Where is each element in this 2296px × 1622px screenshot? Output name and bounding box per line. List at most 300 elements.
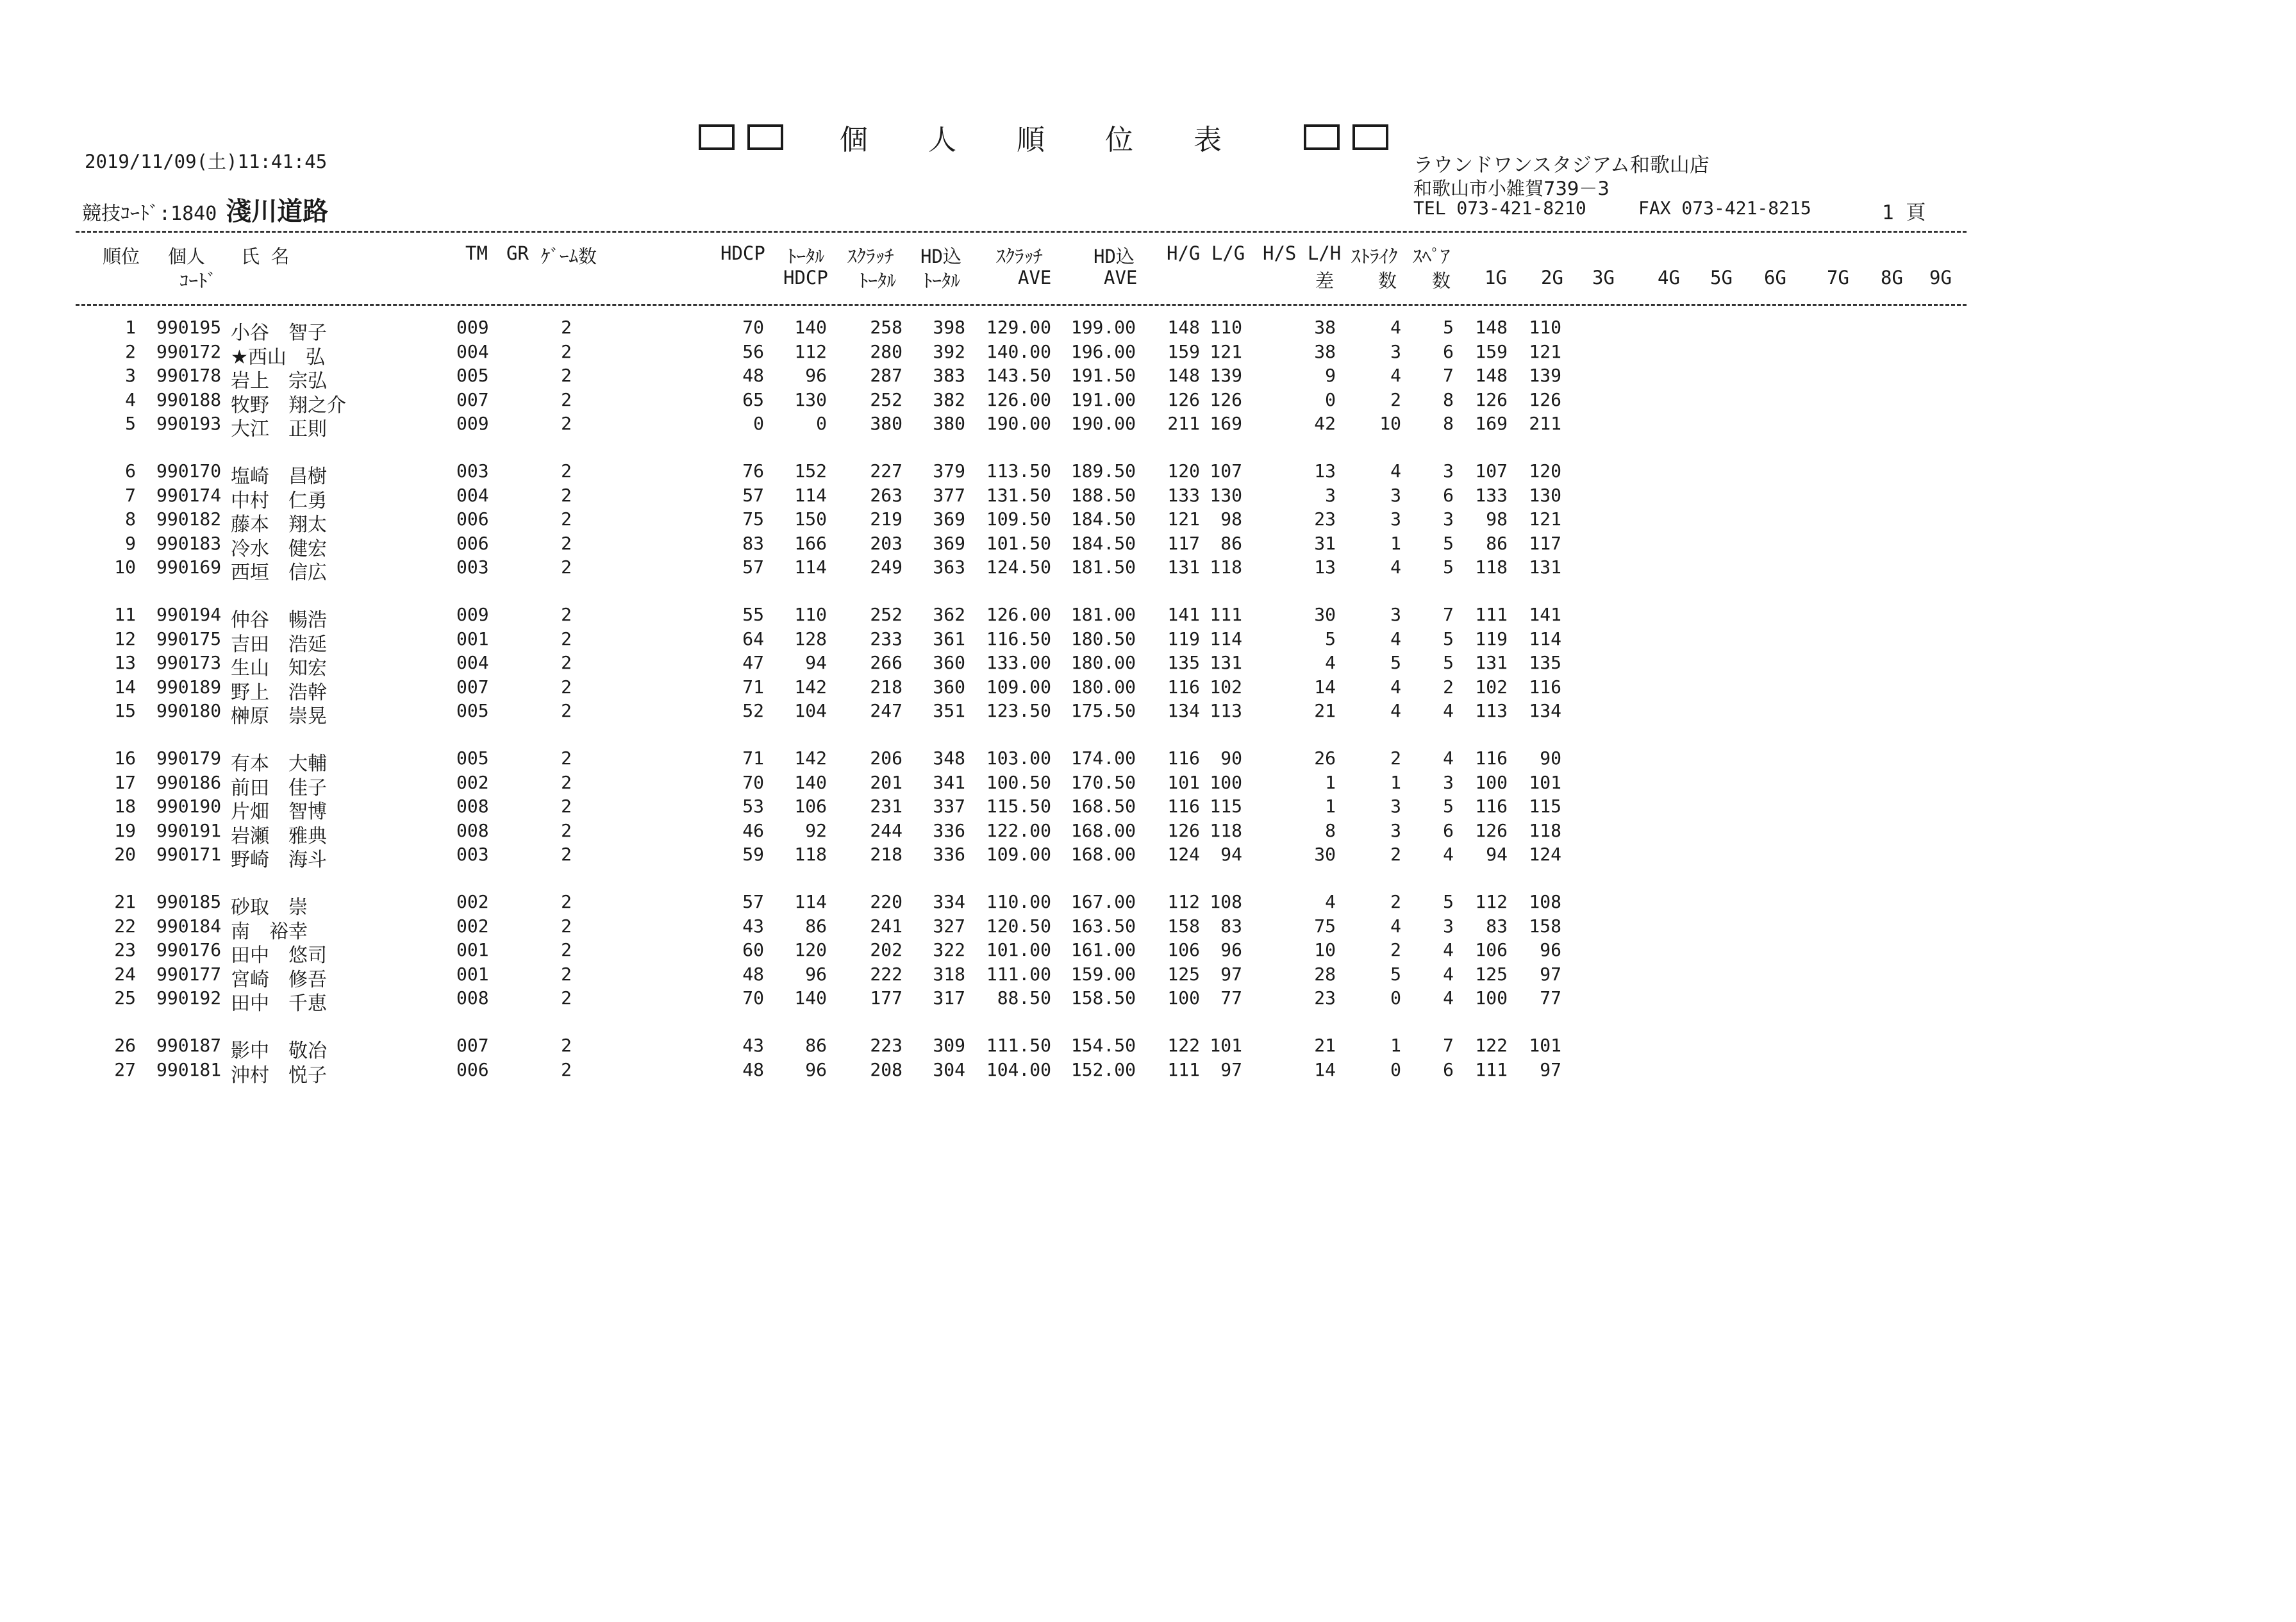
cell-games: 2 — [561, 484, 572, 506]
cell-hdave: 184.50 — [1070, 508, 1136, 530]
cell-tm: 005 — [456, 365, 489, 387]
cell-rank: 19 — [114, 819, 136, 841]
cell-hg: 101 — [1167, 771, 1200, 793]
cell-name: 西垣 信広 — [231, 562, 327, 585]
cell-hdtotal: 309 — [933, 1035, 965, 1056]
cell-g1: 125 — [1475, 963, 1508, 985]
cell-name: 生山 知宏 — [231, 657, 327, 680]
cell-name: 吉田 浩延 — [231, 633, 327, 656]
cell-lg: 77 — [1220, 987, 1242, 1009]
cell-hdtotal: 382 — [933, 389, 965, 410]
cell-hdave: 189.50 — [1070, 460, 1136, 481]
col-spare: ｽﾍﾟｱ — [1413, 246, 1451, 267]
cell-stotal: 223 — [870, 1035, 903, 1056]
cell-g2: 131 — [1529, 556, 1561, 578]
col-scratch-total: ｽｸﾗｯﾁ — [847, 246, 894, 267]
col-games: ｹﾞｰﾑ数 — [541, 246, 597, 267]
cell-spare: 5 — [1443, 532, 1454, 554]
cell-hdave: 188.50 — [1070, 484, 1136, 506]
col-total-hdcp: ﾄｰﾀﾙ — [787, 246, 825, 267]
cell-spare: 3 — [1443, 771, 1454, 793]
cell-hdcp: 70 — [742, 987, 764, 1009]
col-hd-ave-sub: AVE — [1104, 267, 1138, 288]
cell-save: 131.50 — [986, 484, 1051, 506]
col-g4: 4G — [1658, 267, 1680, 288]
cell-stotal: 244 — [870, 819, 903, 841]
cell-save: 124.50 — [986, 556, 1051, 578]
venue-fax: FAX 073-421-8215 — [1638, 197, 1811, 219]
box-decoration — [699, 124, 735, 150]
cell-g1: 118 — [1475, 556, 1508, 578]
cell-spare: 6 — [1443, 340, 1454, 362]
cell-spare: 6 — [1443, 484, 1454, 506]
cell-diff: 1 — [1325, 771, 1336, 793]
cell-hdave: 199.00 — [1070, 317, 1136, 338]
cell-thdcp: 114 — [794, 484, 827, 506]
cell-g1: 131 — [1475, 652, 1508, 674]
cell-lg: 97 — [1220, 1058, 1242, 1080]
cell-stotal: 258 — [870, 317, 903, 338]
cell-games: 2 — [561, 1058, 572, 1080]
competition-name: 淺川道路 — [226, 196, 329, 226]
cell-spare: 4 — [1443, 987, 1454, 1009]
cell-spare: 3 — [1443, 915, 1454, 937]
col-g6: 6G — [1764, 267, 1786, 288]
cell-diff: 8 — [1325, 819, 1336, 841]
cell-games: 2 — [561, 844, 572, 865]
cell-code: 990187 — [156, 1035, 222, 1056]
cell-hdave: 154.50 — [1070, 1035, 1136, 1056]
cell-lg: 107 — [1210, 460, 1242, 481]
cell-rank: 1 — [125, 317, 136, 338]
cell-stotal: 247 — [870, 700, 903, 722]
cell-diff: 4 — [1325, 652, 1336, 674]
col-rank: 順位 — [103, 246, 140, 267]
cell-rank: 18 — [114, 796, 136, 817]
cell-strike: 3 — [1390, 604, 1401, 625]
cell-diff: 75 — [1314, 915, 1336, 937]
cell-strike: 4 — [1390, 915, 1401, 937]
cell-g2: 116 — [1529, 676, 1561, 698]
cell-rank: 21 — [114, 891, 136, 912]
cell-hdtotal: 377 — [933, 484, 965, 506]
cell-hdtotal: 341 — [933, 771, 965, 793]
cell-hg: 121 — [1167, 508, 1200, 530]
cell-stotal: 177 — [870, 987, 903, 1009]
cell-code: 990186 — [156, 771, 222, 793]
cell-hdtotal: 327 — [933, 915, 965, 937]
cell-hg: 119 — [1167, 628, 1200, 649]
cell-name: 田中 悠司 — [231, 944, 327, 967]
cell-stotal: 252 — [870, 389, 903, 410]
cell-hdtotal: 392 — [933, 340, 965, 362]
cell-stotal: 252 — [870, 604, 903, 625]
cell-hg: 117 — [1167, 532, 1200, 554]
cell-name: 中村 仁勇 — [231, 489, 327, 512]
cell-lg: 114 — [1210, 628, 1242, 649]
cell-tm: 008 — [456, 987, 489, 1009]
cell-rank: 6 — [125, 460, 136, 481]
cell-save: 122.00 — [986, 819, 1051, 841]
cell-thdcp: 96 — [805, 963, 827, 985]
cell-strike: 0 — [1390, 1058, 1401, 1080]
col-hs-lh-sub: 差 — [1315, 270, 1335, 292]
cell-code: 990185 — [156, 891, 222, 912]
cell-g2: 108 — [1529, 891, 1561, 912]
cell-tm: 004 — [456, 340, 489, 362]
page-title — [692, 117, 1395, 158]
cell-strike: 4 — [1390, 628, 1401, 649]
cell-g1: 148 — [1475, 365, 1508, 387]
cell-hdave: 161.00 — [1070, 939, 1136, 961]
cell-tm: 005 — [456, 700, 489, 722]
cell-g2: 96 — [1540, 939, 1561, 961]
cell-code: 990174 — [156, 484, 222, 506]
cell-save: 143.50 — [986, 365, 1051, 387]
cell-rank: 23 — [114, 939, 136, 961]
cell-code: 990181 — [156, 1058, 222, 1080]
cell-thdcp: 150 — [794, 508, 827, 530]
cell-code: 990175 — [156, 628, 222, 649]
cell-code: 990178 — [156, 365, 222, 387]
cell-lg: 110 — [1210, 317, 1242, 338]
cell-name: 冷水 健宏 — [231, 537, 327, 560]
cell-hdcp: 48 — [742, 963, 764, 985]
cell-save: 101.00 — [986, 939, 1051, 961]
cell-games: 2 — [561, 987, 572, 1009]
cell-save: 190.00 — [986, 413, 1051, 435]
cell-diff: 0 — [1325, 389, 1336, 410]
cell-thdcp: 94 — [805, 652, 827, 674]
cell-spare: 5 — [1443, 628, 1454, 649]
cell-name: 野上 浩幹 — [231, 681, 327, 704]
cell-name: 宮崎 修吾 — [231, 968, 327, 991]
cell-hdtotal: 348 — [933, 748, 965, 769]
cell-rank: 5 — [125, 413, 136, 435]
cell-g2: 135 — [1529, 652, 1561, 674]
cell-lg: 90 — [1220, 748, 1242, 769]
cell-hg: 211 — [1167, 413, 1200, 435]
cell-code: 990192 — [156, 987, 222, 1009]
cell-hdave: 196.00 — [1070, 340, 1136, 362]
cell-code: 990188 — [156, 389, 222, 410]
cell-strike: 10 — [1379, 413, 1401, 435]
cell-hg: 134 — [1167, 700, 1200, 722]
cell-rank: 8 — [125, 508, 136, 530]
cell-save: 109.00 — [986, 676, 1051, 698]
cell-hdcp: 71 — [742, 676, 764, 698]
cell-save: 140.00 — [986, 340, 1051, 362]
cell-save: 110.00 — [986, 891, 1051, 912]
cell-lg: 115 — [1210, 796, 1242, 817]
venue-name: ラウンドワンスタジアム和歌山店 — [1413, 154, 1710, 177]
cell-hdcp: 53 — [742, 796, 764, 817]
cell-tm: 002 — [456, 891, 489, 912]
cell-games: 2 — [561, 340, 572, 362]
cell-hdcp: 48 — [742, 365, 764, 387]
cell-save: 126.00 — [986, 389, 1051, 410]
cell-lg: 86 — [1220, 532, 1242, 554]
cell-stotal: 231 — [870, 796, 903, 817]
col-g3: 3G — [1592, 267, 1615, 288]
cell-hg: 112 — [1167, 891, 1200, 912]
cell-hg: 126 — [1167, 389, 1200, 410]
cell-thdcp: 92 — [805, 819, 827, 841]
cell-hdave: 175.50 — [1070, 700, 1136, 722]
cell-strike: 4 — [1390, 700, 1401, 722]
cell-strike: 4 — [1390, 556, 1401, 578]
cell-stotal: 227 — [870, 460, 903, 481]
cell-games: 2 — [561, 676, 572, 698]
col-hs-lh: H/S L/H — [1263, 242, 1342, 264]
cell-thdcp: 106 — [794, 796, 827, 817]
cell-code: 990183 — [156, 532, 222, 554]
cell-hdcp: 55 — [742, 604, 764, 625]
cell-thdcp: 118 — [794, 844, 827, 865]
cell-hdtotal: 334 — [933, 891, 965, 912]
cell-hdtotal: 336 — [933, 819, 965, 841]
cell-g2: 97 — [1540, 963, 1561, 985]
cell-name: 南 裕幸 — [231, 920, 308, 943]
cell-save: 104.00 — [986, 1058, 1051, 1080]
cell-hdcp: 70 — [742, 771, 764, 793]
cell-hdcp: 64 — [742, 628, 764, 649]
cell-hdave: 181.00 — [1070, 604, 1136, 625]
cell-hdave: 184.50 — [1070, 532, 1136, 554]
cell-tm: 003 — [456, 460, 489, 481]
cell-save: 123.50 — [986, 700, 1051, 722]
cell-name: 岩上 宗弘 — [231, 370, 327, 393]
cell-rank: 10 — [114, 556, 136, 578]
cell-stotal: 218 — [870, 844, 903, 865]
cell-diff: 21 — [1314, 1035, 1336, 1056]
cell-hg: 124 — [1167, 844, 1200, 865]
cell-hdave: 159.00 — [1070, 963, 1136, 985]
cell-hdtotal: 369 — [933, 508, 965, 530]
cell-rank: 14 — [114, 676, 136, 698]
cell-hdtotal: 369 — [933, 532, 965, 554]
cell-name: 砂取 崇 — [231, 896, 308, 919]
cell-spare: 5 — [1443, 556, 1454, 578]
cell-hdcp: 65 — [742, 389, 764, 410]
col-spare-sub: 数 — [1432, 270, 1451, 292]
cell-hdcp: 46 — [742, 819, 764, 841]
cell-lg: 94 — [1220, 844, 1242, 865]
cell-hdave: 180.00 — [1070, 676, 1136, 698]
cell-save: 100.50 — [986, 771, 1051, 793]
cell-hdtotal: 317 — [933, 987, 965, 1009]
cell-tm: 002 — [456, 771, 489, 793]
cell-hdtotal: 304 — [933, 1058, 965, 1080]
cell-g2: 117 — [1529, 532, 1561, 554]
cell-hdave: 168.00 — [1070, 819, 1136, 841]
cell-spare: 6 — [1443, 819, 1454, 841]
cell-rank: 4 — [125, 389, 136, 410]
cell-stotal: 218 — [870, 676, 903, 698]
cell-strike: 4 — [1390, 365, 1401, 387]
cell-thdcp: 114 — [794, 891, 827, 912]
cell-lg: 100 — [1210, 771, 1242, 793]
cell-spare: 4 — [1443, 939, 1454, 961]
cell-lg: 121 — [1210, 340, 1242, 362]
cell-spare: 7 — [1443, 604, 1454, 625]
cell-stotal: 220 — [870, 891, 903, 912]
cell-tm: 006 — [456, 532, 489, 554]
cell-tm: 003 — [456, 844, 489, 865]
cell-code: 990191 — [156, 819, 222, 841]
cell-g1: 112 — [1475, 891, 1508, 912]
cell-hdtotal: 398 — [933, 317, 965, 338]
cell-thdcp: 128 — [794, 628, 827, 649]
cell-g1: 113 — [1475, 700, 1508, 722]
col-g8: 8G — [1881, 267, 1903, 288]
cell-name: 有本 大輔 — [231, 753, 327, 775]
cell-rank: 15 — [114, 700, 136, 722]
cell-hg: 106 — [1167, 939, 1200, 961]
cell-lg: 96 — [1220, 939, 1242, 961]
cell-diff: 28 — [1314, 963, 1336, 985]
cell-stotal: 287 — [870, 365, 903, 387]
cell-g2: 126 — [1529, 389, 1561, 410]
col-g9: 9G — [1929, 267, 1952, 288]
cell-thdcp: 114 — [794, 556, 827, 578]
cell-hdtotal: 363 — [933, 556, 965, 578]
cell-hg: 135 — [1167, 652, 1200, 674]
cell-thdcp: 140 — [794, 987, 827, 1009]
cell-thdcp: 0 — [816, 413, 827, 435]
cell-hdave: 170.50 — [1070, 771, 1136, 793]
cell-hdtotal: 379 — [933, 460, 965, 481]
cell-strike: 2 — [1390, 389, 1401, 410]
cell-thdcp: 140 — [794, 771, 827, 793]
cell-save: 133.00 — [986, 652, 1051, 674]
cell-games: 2 — [561, 460, 572, 481]
cell-tm: 003 — [456, 556, 489, 578]
col-strike: ｽﾄﾗｲｸ — [1351, 246, 1398, 267]
box-decoration — [1304, 124, 1340, 150]
cell-strike: 3 — [1390, 340, 1401, 362]
cell-g1: 102 — [1475, 676, 1508, 698]
cell-thdcp: 86 — [805, 1035, 827, 1056]
cell-save: 120.50 — [986, 915, 1051, 937]
cell-lg: 113 — [1210, 700, 1242, 722]
cell-save: 126.00 — [986, 604, 1051, 625]
col-code: 個人 — [168, 246, 206, 267]
cell-g2: 110 — [1529, 317, 1561, 338]
cell-code: 990173 — [156, 652, 222, 674]
cell-g2: 101 — [1529, 1035, 1561, 1056]
cell-code: 990184 — [156, 915, 222, 937]
cell-strike: 5 — [1390, 963, 1401, 985]
cell-rank: 7 — [125, 484, 136, 506]
cell-tm: 001 — [456, 628, 489, 649]
cell-g2: 120 — [1529, 460, 1561, 481]
cell-rank: 25 — [114, 987, 136, 1009]
col-tm: TM — [465, 242, 488, 264]
cell-code: 990169 — [156, 556, 222, 578]
divider — [76, 231, 1967, 233]
cell-tm: 002 — [456, 915, 489, 937]
cell-rank: 13 — [114, 652, 136, 674]
cell-rank: 20 — [114, 844, 136, 865]
cell-diff: 31 — [1314, 532, 1336, 554]
col-strike-sub: 数 — [1378, 270, 1397, 292]
cell-spare: 4 — [1443, 700, 1454, 722]
cell-hdcp: 59 — [742, 844, 764, 865]
cell-stotal: 219 — [870, 508, 903, 530]
cell-stotal: 263 — [870, 484, 903, 506]
cell-code: 990182 — [156, 508, 222, 530]
cell-diff: 13 — [1314, 556, 1336, 578]
competition-code: 競技ｺｰﾄﾞ:1840 — [82, 203, 217, 225]
cell-diff: 26 — [1314, 748, 1336, 769]
cell-save: 113.50 — [986, 460, 1051, 481]
print-datetime: 2019/11/09(土)11:41:45 — [85, 151, 328, 172]
cell-g2: 114 — [1529, 628, 1561, 649]
col-g7: 7G — [1827, 267, 1849, 288]
cell-spare: 5 — [1443, 317, 1454, 338]
col-gr: GR — [506, 242, 529, 264]
cell-strike: 1 — [1390, 1035, 1401, 1056]
col-code-sub: ｺｰﾄﾞ — [179, 270, 217, 292]
cell-rank: 11 — [114, 604, 136, 625]
cell-rank: 16 — [114, 748, 136, 769]
cell-g2: 77 — [1540, 987, 1561, 1009]
venue-tel: TEL 073-421-8210 — [1413, 197, 1586, 219]
cell-games: 2 — [561, 508, 572, 530]
cell-hg: 148 — [1167, 317, 1200, 338]
cell-tm: 008 — [456, 819, 489, 841]
cell-name: 藤本 翔太 — [231, 514, 327, 537]
cell-spare: 4 — [1443, 748, 1454, 769]
cell-g1: 83 — [1486, 915, 1508, 937]
cell-g1: 122 — [1475, 1035, 1508, 1056]
cell-thdcp: 140 — [794, 317, 827, 338]
cell-g2: 130 — [1529, 484, 1561, 506]
cell-save: 129.00 — [986, 317, 1051, 338]
cell-thdcp: 166 — [794, 532, 827, 554]
cell-name: 田中 千恵 — [231, 992, 327, 1016]
cell-games: 2 — [561, 317, 572, 338]
col-hdcp: HDCP — [720, 242, 765, 264]
cell-hdcp: 76 — [742, 460, 764, 481]
cell-g1: 111 — [1475, 1058, 1508, 1080]
cell-hdave: 167.00 — [1070, 891, 1136, 912]
cell-code: 990176 — [156, 939, 222, 961]
cell-hg: 159 — [1167, 340, 1200, 362]
cell-diff: 30 — [1314, 604, 1336, 625]
cell-rank: 2 — [125, 340, 136, 362]
cell-hdtotal: 322 — [933, 939, 965, 961]
cell-tm: 001 — [456, 963, 489, 985]
cell-name: ★西山 弘 — [231, 346, 325, 369]
cell-g2: 124 — [1529, 844, 1561, 865]
cell-hdtotal: 337 — [933, 796, 965, 817]
cell-hdave: 180.50 — [1070, 628, 1136, 649]
cell-tm: 006 — [456, 1058, 489, 1080]
cell-g2: 141 — [1529, 604, 1561, 625]
cell-games: 2 — [561, 939, 572, 961]
col-name: 氏 名 — [241, 246, 290, 267]
cell-games: 2 — [561, 891, 572, 912]
cell-thdcp: 120 — [794, 939, 827, 961]
cell-g1: 94 — [1486, 844, 1508, 865]
col-hd-total-sub: ﾄｰﾀﾙ — [923, 270, 961, 292]
cell-name: 片畑 智博 — [231, 801, 327, 824]
cell-tm: 004 — [456, 652, 489, 674]
cell-g1: 126 — [1475, 819, 1508, 841]
cell-tm: 007 — [456, 676, 489, 698]
